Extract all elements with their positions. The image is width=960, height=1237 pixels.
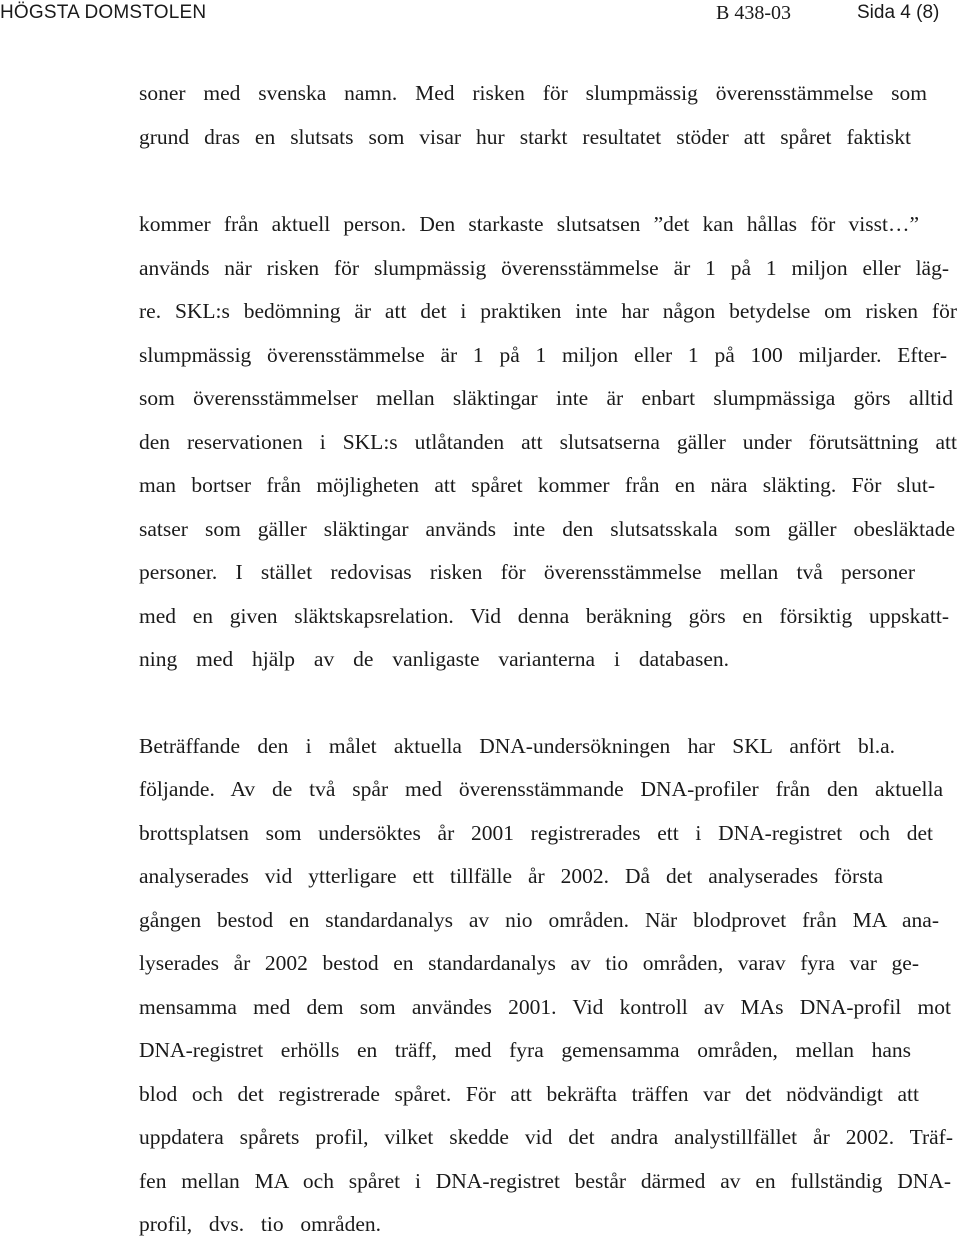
text-line: re. SKL:s bedömning är att det i praktiken inte har någon betydelse om risken för [139,299,957,323]
text-line: analyserades vid ytterligare ett tillfälle år 2002. Då det analyserades första [139,864,883,888]
text-line: uppdatera spårets profil, vilket skedde vid det andra analystillfället år 2002. Träf- [139,1125,953,1149]
page-number: Sida 4 (8) [857,2,940,23]
text-line: gången bestod en standardanalys av nio områden. När blodprovet från MA ana- [139,908,939,932]
text-line: satser som gäller släktingar används inte den slutsatsskala som gäller obesläktade [139,517,955,541]
page-header [0,0,960,30]
text-line: kommer från aktuell person. Den starkaste slutsatsen ”det kan hållas för visst…” [139,212,919,236]
text-line: ning med hjälp av de vanligaste varianterna i databasen. [139,647,729,671]
text-line: grund dras en slutsats som visar hur starkt resultatet stöder att spåret faktiskt [139,125,911,149]
text-line: slumpmässig överensstämmelse är 1 på 1 miljon eller 1 på 100 miljarder. Efter- [139,343,947,367]
text-line: den reservationen i SKL:s utlåtanden att slutsatserna gäller under förutsättning att [139,430,957,454]
text-line: med en given släktskapsrelation. Vid denna beräkning görs en försiktig uppskatt- [139,604,949,628]
text-line: blod och det registrerade spåret. För att bekräfta träffen var det nödvändigt att [139,1082,919,1106]
text-line: används när risken för slumpmässig överensstämmelse är 1 på 1 miljon eller läg- [139,256,949,280]
text-line: som överensstämmelser mellan släktingar inte är enbart slumpmässiga görs alltid [139,386,953,410]
text-line: brottsplatsen som undersöktes år 2001 registrerades ett i DNA-registret och det [139,821,933,845]
text-line: profil, dvs. tio områden. [139,1212,381,1236]
case-number: B 438-03 [716,2,791,24]
text-line: man bortser från möjligheten att spåret kommer från en nära släkting. För slut- [139,473,935,497]
text-line: fen mellan MA och spåret i DNA-registret består därmed av en fullständig DNA- [139,1169,951,1193]
text-line: soner med svenska namn. Med risken för slumpmässig överensstämmelse som [139,81,927,105]
text-line: personer. I stället redovisas risken för överensstämmelse mellan två personer [139,560,915,584]
text-line: Beträffande den i målet aktuella DNA-undersökningen har SKL anfört bl.a. [139,734,895,758]
court-name: HÖGSTA DOMSTOLEN [0,2,207,23]
text-line: följande. Av de två spår med överensstämmande DNA-profiler från den aktuella [139,777,943,801]
text-line: DNA-registret erhölls en träff, med fyra gemensamma områden, mellan hans [139,1038,911,1062]
text-line: lyserades år 2002 bestod en standardanalys av tio områden, varav fyra var ge- [139,951,919,975]
text-line: mensamma med dem som användes 2001. Vid kontroll av MAs DNA-profil mot [139,995,951,1019]
